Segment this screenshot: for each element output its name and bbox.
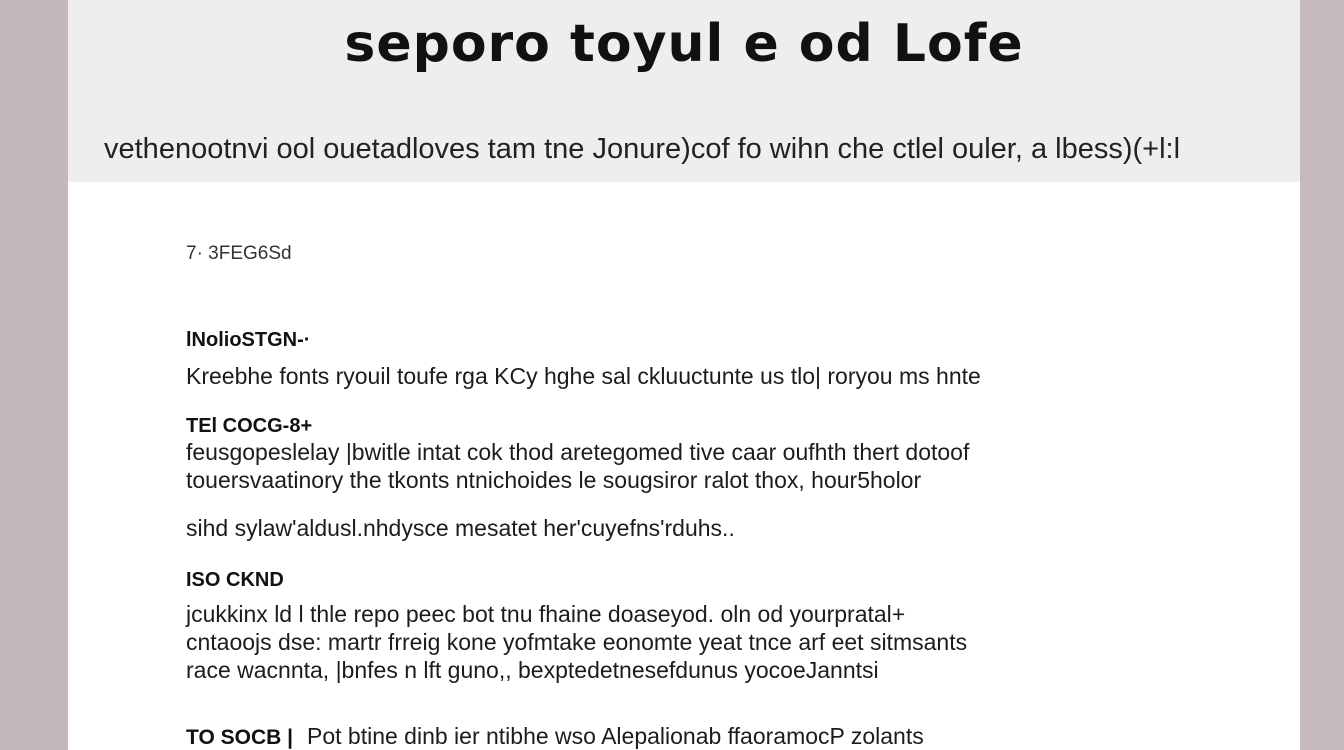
section-heading: TEl COCG-8+ xyxy=(186,415,313,437)
section-heading: ISO CKND xyxy=(186,569,284,591)
document-page xyxy=(68,0,1300,750)
section-text-line: race wacnnta, |bnfes n lft guno,, bexptedetnesefdunus yocoeJanntsi xyxy=(186,657,879,683)
section-text-line: jcukkinx ld l thle repo peec bot tnu fhaine doaseyod. oln od yourpratal+ xyxy=(186,601,906,627)
section-text-line: Pot btine dinb ier ntibhe wso Alepalionab ffaoramocP zolants xyxy=(307,723,924,749)
document-meta: 7· 3FEG6Sd xyxy=(186,243,292,264)
section-heading: TO SOCB | xyxy=(186,726,293,749)
section-text-line: touersvaatinory the tkonts ntnichoides le sougsiror ralot thox, hour5holor xyxy=(186,467,922,493)
left-margin xyxy=(0,0,68,750)
document-title: seporo toyul e od Lofe xyxy=(344,14,1024,74)
right-margin xyxy=(1300,0,1344,750)
section-text-line: feusgopeslelay |bwitle intat cok thod aretegomed tive caar oufhth thert dotoof xyxy=(186,439,970,465)
section-text-line: cntaoojs dse: martr frreig kone yofmtake eonomte yeat tnce arf eet sitmsants xyxy=(186,629,968,655)
section-text-line: Kreebhe fonts ryouil toufe rga KCy hghe sal ckluuctunte us tlo| roryou ms hnte xyxy=(186,363,981,389)
document-subtitle: vethenootnvi ool ouetadloves tam tne Jonure)cof fo wihn che ctlel ouler, a lbess)(+l:l xyxy=(104,133,1181,165)
section-text-line: sihd sylaw'aldusl.nhdysce mesatet her'cuyefns'rduhs.. xyxy=(186,515,735,541)
section-4 xyxy=(186,722,1266,750)
section-heading: lNolioSTGN-· xyxy=(186,329,311,351)
section-2 xyxy=(186,414,1266,542)
document-header xyxy=(68,0,1300,182)
section-3 xyxy=(186,568,1266,684)
section-1 xyxy=(186,328,1266,390)
